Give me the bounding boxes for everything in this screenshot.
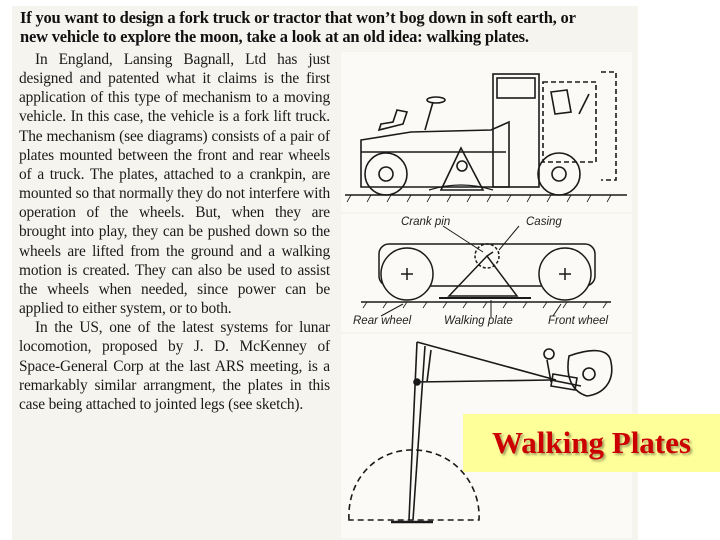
article-body bbox=[19, 50, 330, 414]
article-headline: If you want to design a fork truck or tractor that won’t bog down in soft earth, or new vehicle to explore the moon, take a look at an old idea: walking plates. bbox=[20, 8, 576, 46]
front-wheel-label: Front wheel bbox=[548, 315, 609, 327]
fork-truck-drawing bbox=[341, 52, 632, 212]
slide-title: Walking Plates bbox=[492, 425, 691, 460]
casing-label: Casing bbox=[526, 216, 562, 228]
walking-plate-label: Walking plate bbox=[444, 315, 513, 327]
slide-title-box bbox=[463, 414, 720, 472]
article-paragraph-1: In England, Lansing Bagnall, Ltd has just designed and patented what it claims is the first application of this type of mechanism to a moving vehicle. In this case, the vehicle is a fork lift truck. The mechanism (see diagrams) consists of a pair of plates mounted between the front and rear wheels of a truck. The plates, attached to a crankpin, are mounted so that normally they do not interfere with operation of the wheels. But, when they are brought into play, they can be pushed down so the wheels are lifted from the ground and a walking motion is created. They can also be used to assist the wheels when needed, since power can be applied to either system, or to both. bbox=[19, 51, 330, 318]
walking-plate-schematic bbox=[341, 214, 632, 332]
rear-wheel-label: Rear wheel bbox=[353, 315, 412, 327]
article-paragraph-2: In the US, one of the latest systems for lunar locomotion, proposed by J. D. McKenney of Space-General Corp at the last ARS meeting, is a remarkably similar arrangment, the plates in this case being attached to jointed legs (see sketch). bbox=[19, 319, 330, 413]
fork-truck-figure bbox=[341, 52, 632, 212]
crank-pin-label: Crank pin bbox=[401, 216, 451, 228]
